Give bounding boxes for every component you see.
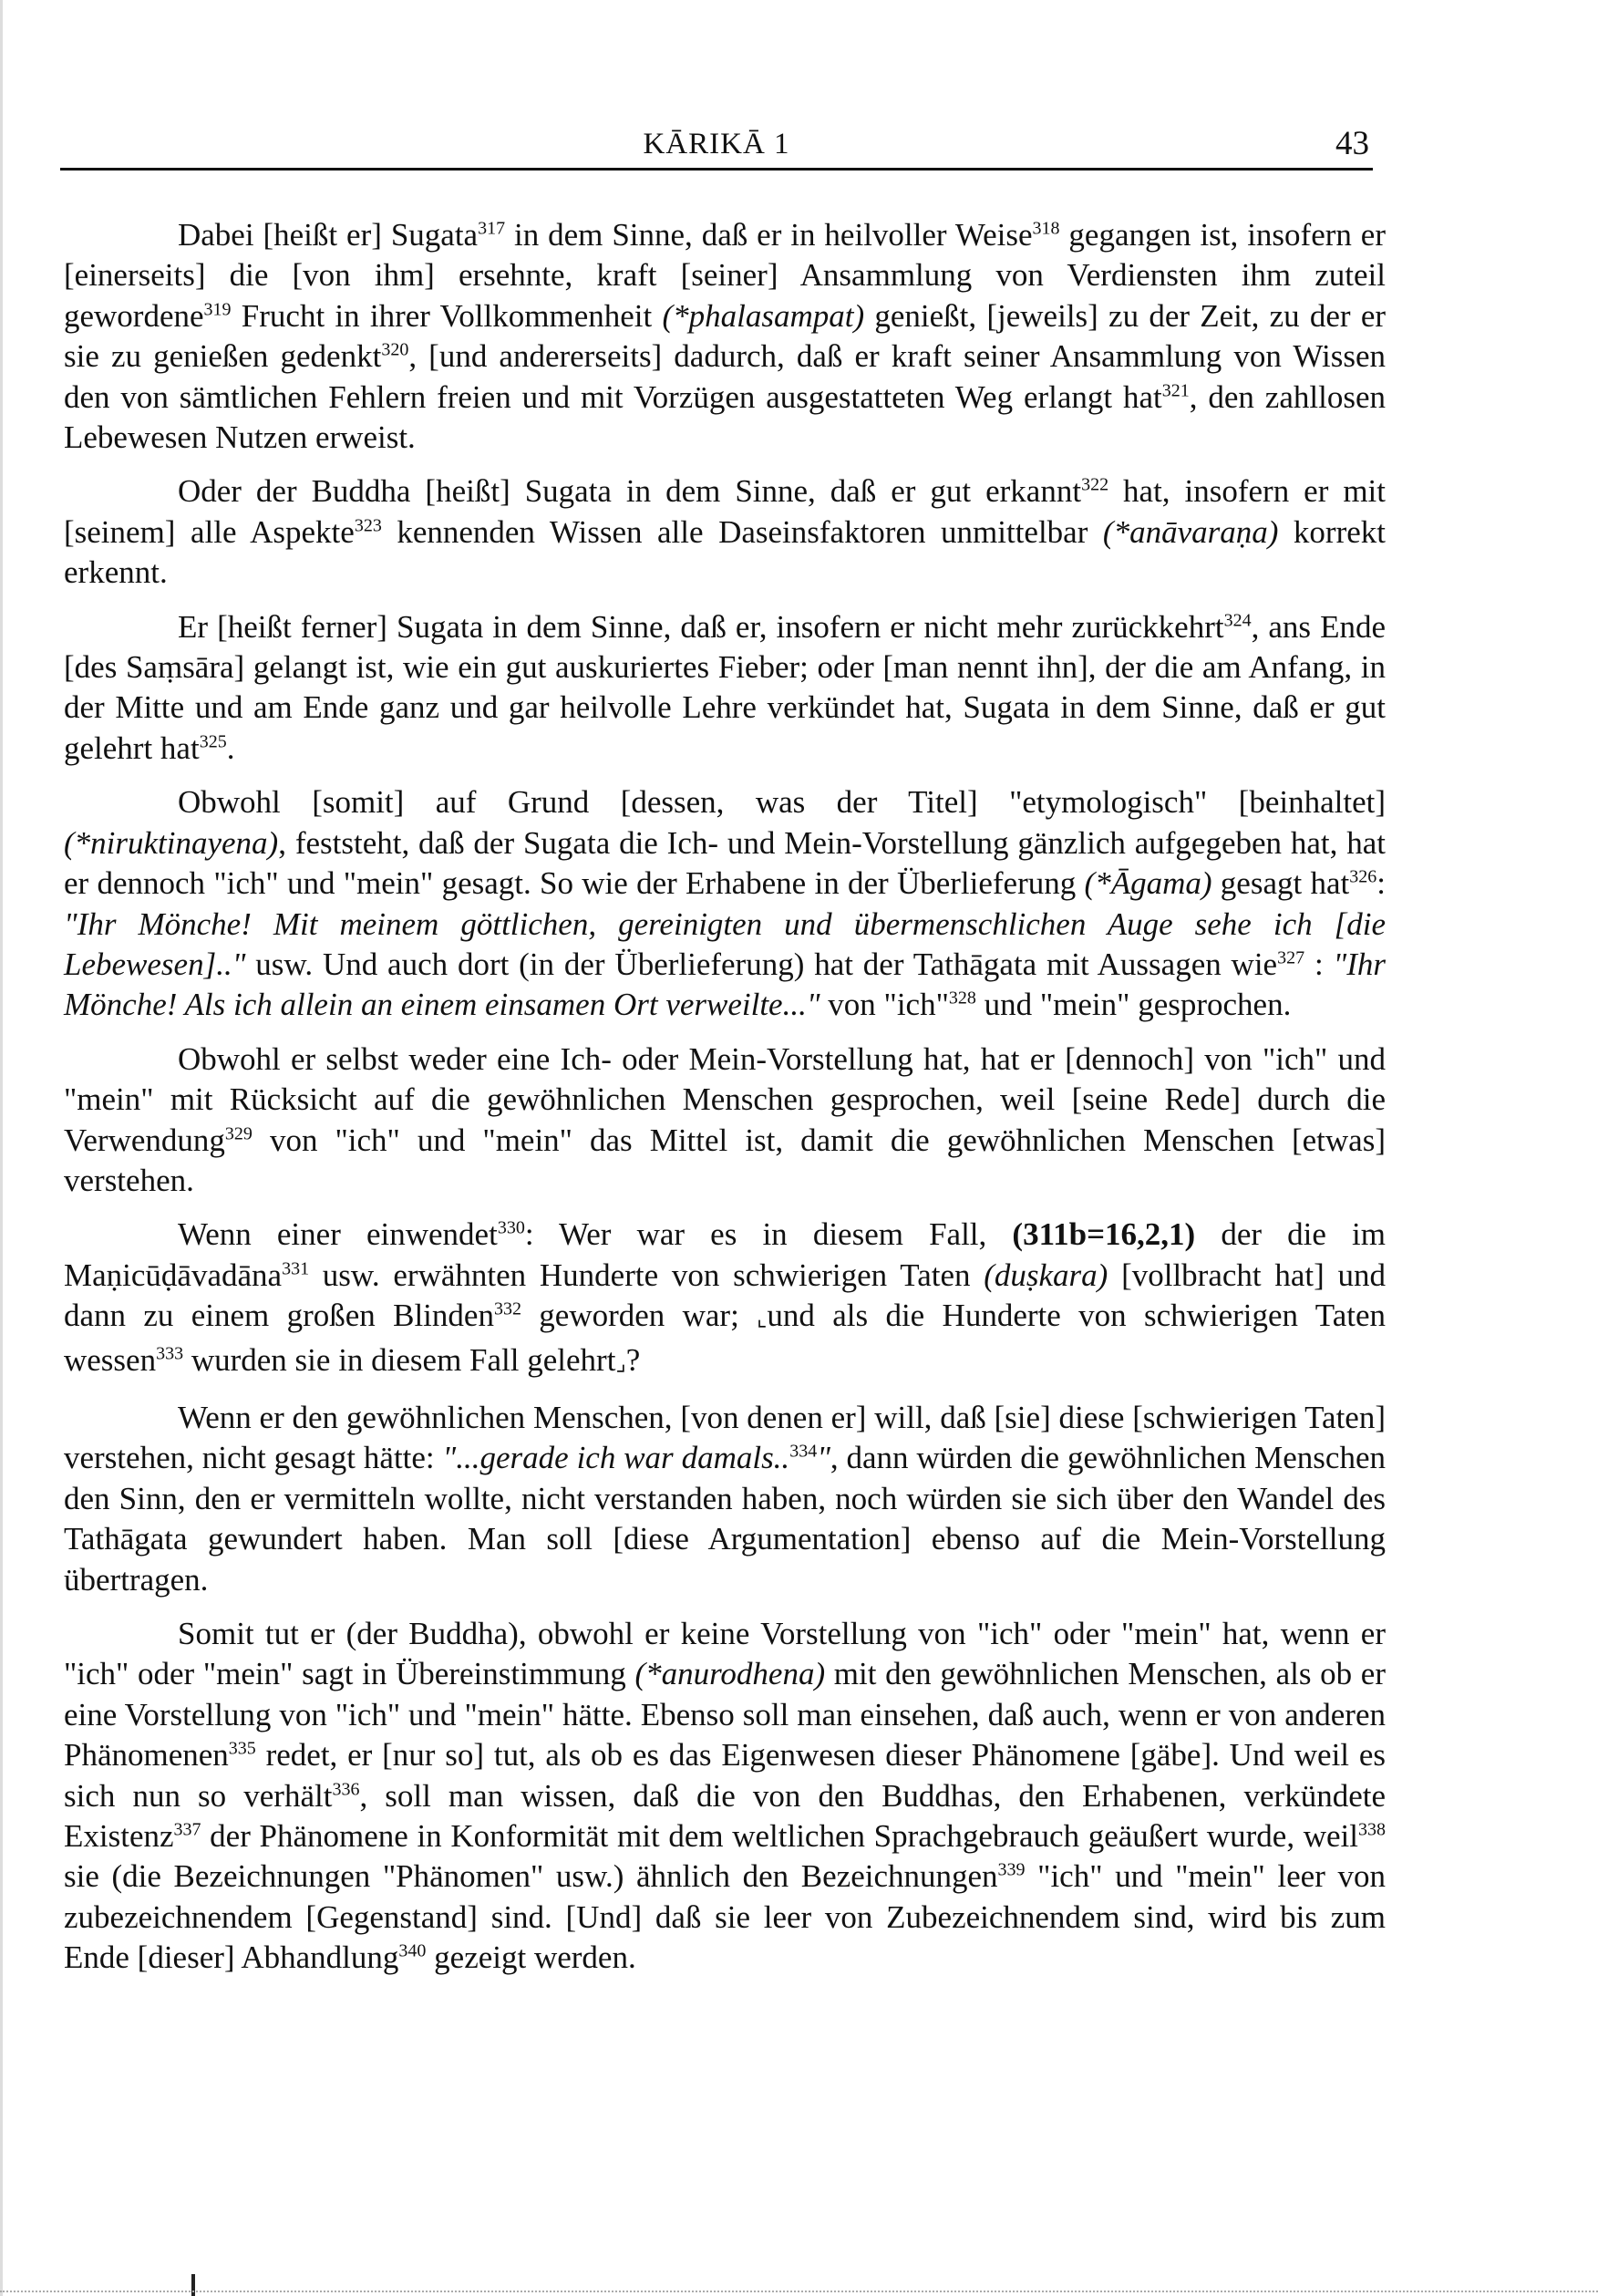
text-run: geworden war; (521, 1298, 758, 1334)
footnote-marker: 340 (398, 1940, 427, 1961)
footnote-marker: 330 (497, 1217, 525, 1238)
footnote-marker: 333 (156, 1342, 184, 1363)
footnote-marker: 318 (1032, 218, 1060, 239)
text-run: genießt, [jeweils] zu der Zeit, zu der er sie zu genießen gedenkt (64, 297, 1387, 375)
insertion-bracket: ⌞ (757, 1308, 768, 1332)
text-run: : Wer war es in diesem Fall, (524, 1216, 1013, 1253)
text-run: usw. erwähnten Hunderte von schwierigen Taten (309, 1257, 985, 1293)
paragraph-2 (64, 471, 1386, 593)
footnote-marker: 321 (1161, 379, 1190, 400)
footnote-marker: 339 (997, 1859, 1026, 1880)
text-run: usw. Und auch dort (in der Überlieferung) hat der Tathāgata mit Aussagen wie (245, 946, 1278, 982)
paragraph-5 (64, 1039, 1386, 1202)
footnote-marker: 326 (1349, 866, 1377, 887)
text-run: Wenn er den gewöhnlichen Menschen, [von denen er] will, daß [sie] diese [schwierigen Taten] verstehen, nicht gesagt hätte: (64, 1399, 1386, 1476)
paragraph-3 (64, 607, 1386, 770)
page-number: 43 (1335, 125, 1369, 162)
footnote-marker: 322 (1081, 474, 1109, 495)
text-run: gegangen ist, insofern er [einerseits] die [von ihm] ersehnte, kraft [seiner] Ansammlung von Verdiensten ihm zuteil gewordene (64, 217, 1386, 334)
text-run: von "ich" (820, 987, 949, 1023)
text-run: : (1304, 946, 1334, 982)
text-run: , [und andererseits] dadurch, daß er kraft seiner Ansammlung von Wissen den von sämtlichen Fehlern freien und mit Vorzügen ausgestatteten Weg erlangt hat (64, 338, 1386, 415)
text-body (64, 215, 1386, 1992)
text-run: Dabei [heißt er] Sugata (178, 217, 479, 253)
text-run: und als die Hunderte von schwierigen Taten wessen (64, 1298, 1386, 1378)
footnote-marker: 334 (789, 1441, 818, 1462)
footnote-marker: 336 (332, 1778, 360, 1799)
paragraph-7 (64, 1398, 1386, 1600)
text-run: . (226, 729, 235, 766)
text-run: : (1376, 865, 1386, 902)
text-run: in dem Sinne, daß er in heilvoller Weise (505, 217, 1033, 253)
footnote-marker: 320 (381, 339, 409, 360)
text-run: Somit tut er (der Buddha), obwohl er keine Vorstellung von "ich" oder "mein" hat, wenn er "ich" oder "mein" sagt in Übereinstimmung (64, 1616, 1386, 1692)
footnote-marker: 329 (224, 1122, 253, 1143)
insertion-bracket: ⌟ (615, 1351, 626, 1376)
text-run: hat, insofern er mit [seinem] alle Aspekte (64, 473, 1387, 550)
italic-term: (*niruktinayena) (64, 824, 279, 861)
italic-term: (duṣkara) (984, 1257, 1108, 1293)
text-run: von "ich" und "mein" das Mittel ist, damit die gewöhnlichen Menschen [etwas] verstehen. (64, 1122, 1386, 1198)
text-run: der Phänomene in Konformität mit dem weltlichen Sprachgebrauch geäußert wurde, weil (201, 1818, 1358, 1855)
text-run: Wenn einer einwendet (178, 1216, 498, 1253)
italic-term: "Ihr Mönche! Als ich allein an einem einsamen Ort verweilte..." (64, 946, 1386, 1023)
footnote-marker: 323 (354, 515, 382, 536)
text-run: Er [heißt ferner] Sugata in dem Sinne, daß er, insofern er nicht mehr zurückkehrt (178, 608, 1224, 645)
footnote-marker: 327 (1277, 947, 1305, 968)
text-run: korrekt erkennt. (64, 513, 1386, 591)
text-run: [vollbracht hat] und dann zu einem großen Blinden (64, 1257, 1387, 1334)
text-run: , ans Ende [des Saṃsāra] gelangt ist, wie ein gut auskuriertes Fieber; oder [man nennt ihn], der die am Anfang, in der Mitte und am Ende ganz und gar heilvolle Lehre verkündet hat, Sugata in dem Sinne, daß er gut gelehrt hat (64, 608, 1386, 766)
text-run: , den zahllosen Lebewesen Nutzen erweist. (64, 378, 1386, 456)
footnote-marker: 317 (478, 218, 506, 239)
text-run: Oder der Buddha [heißt] Sugata in dem Sinne, daß er gut erkannt (178, 473, 1082, 510)
italic-term: "...gerade ich war damals.. (442, 1440, 790, 1476)
text-run: kennenden Wissen alle Daseinsfaktoren unmittelbar (381, 513, 1103, 550)
italic-term: "Ihr Mönche! Mit meinem göttlichen, gereinigten und übermenschlichen Auge sehe ich [die Lebewesen].." (64, 905, 1386, 982)
text-run: Obwohl er selbst weder eine Ich- oder Mein-Vorstellung hat, hat er [dennoch] von "ich" und "mein" mit Rücksicht auf die gewöhnlichen Menschen gesprochen, weil [seine Rede] durch die Verwendung (64, 1040, 1386, 1158)
italic-term: (*phalasampat) (662, 297, 865, 334)
paragraph-8 (64, 1614, 1386, 1979)
text-run: Frucht in ihrer Vollkommenheit (231, 297, 663, 334)
footnote-marker: 332 (493, 1298, 521, 1319)
footnote-marker: 337 (173, 1819, 201, 1840)
footnote-marker: 325 (199, 731, 227, 752)
text-run: gesagt hat (1211, 865, 1350, 902)
text-run: mit den gewöhnlichen Menschen, als ob er eine Vorstellung von "ich" und "mein" hätte. Ebenso soll man einsehen, daß auch, wenn er von anderen Phänomenen (64, 1656, 1386, 1774)
footnote-marker: 335 (228, 1738, 256, 1759)
footnote-marker: 328 (948, 988, 976, 1008)
bold-reference: (311b=16,2,1) (1012, 1216, 1196, 1253)
scan-edge (0, 0, 3, 2296)
italic-term: (*Āgama) (1084, 865, 1212, 902)
text-run: , feststeht, daß der Sugata die Ich- und Mein-Vorstellung gänzlich aufgegeben hat, hat er dennoch "ich" und "mein" gesagt. So wie der Erhabene in der Überlieferung (64, 824, 1386, 902)
text-run: wurden sie in diesem Fall gelehrt (183, 1341, 616, 1378)
italic-term: " (817, 1440, 830, 1476)
footnote-marker: 324 (1223, 610, 1252, 630)
text-run: , dann würden die gewöhnlichen Menschen den Sinn, den er vermitteln wollte, nicht verstanden haben, noch würden sie sich über den Wandel des Tathāgata gewundert haben. Man soll [diese Argumentation] ebenso auf die Mein-Vorstellung übertragen. (64, 1440, 1387, 1598)
text-run: sie (die Bezeichnungen "Phänomen" usw.) ähnlich den Bezeichnungen (64, 1858, 998, 1895)
text-run: der die im Maṇicūḍāvadāna (64, 1216, 1387, 1293)
text-run: und "mein" gesprochen. (975, 987, 1292, 1023)
scan-bottom-border (0, 2291, 1598, 2292)
footnote-marker: 331 (282, 1258, 310, 1279)
text-run: ? (625, 1341, 641, 1378)
scan-mark (191, 2274, 195, 2296)
text-run: gezeigt werden. (426, 1939, 636, 1976)
footnote-marker: 319 (203, 299, 232, 320)
italic-term: (*anāvaraṇa) (1102, 513, 1279, 550)
text-run: , soll man wissen, daß die von den Buddhas, den Erhabenen, verkündete Existenz (64, 1777, 1386, 1855)
paragraph-6 (64, 1215, 1386, 1384)
paragraph-1 (64, 215, 1386, 458)
text-run: Obwohl [somit] auf Grund [dessen, was der Titel] "etymologisch" [beinhaltet] (178, 784, 1386, 821)
footnote-marker: 338 (1358, 1819, 1386, 1840)
text-run: redet, er [nur so] tut, als ob es das Eigenwesen dieser Phänomene [gäbe]. Und weil es sich nun so verhält (64, 1737, 1386, 1814)
running-header (60, 124, 1373, 171)
paragraph-4 (64, 782, 1386, 1025)
header-title: KĀRIKĀ 1 (643, 128, 790, 160)
italic-term: (*anurodhena) (634, 1656, 826, 1692)
text-run: "ich" und "mein" leer von zubezeichnendem [Gegenstand] sind. [Und] daß sie leer von Zubezeichnendem sind, wird bis zum Ende [dieser] Abhandlung (64, 1858, 1386, 1976)
